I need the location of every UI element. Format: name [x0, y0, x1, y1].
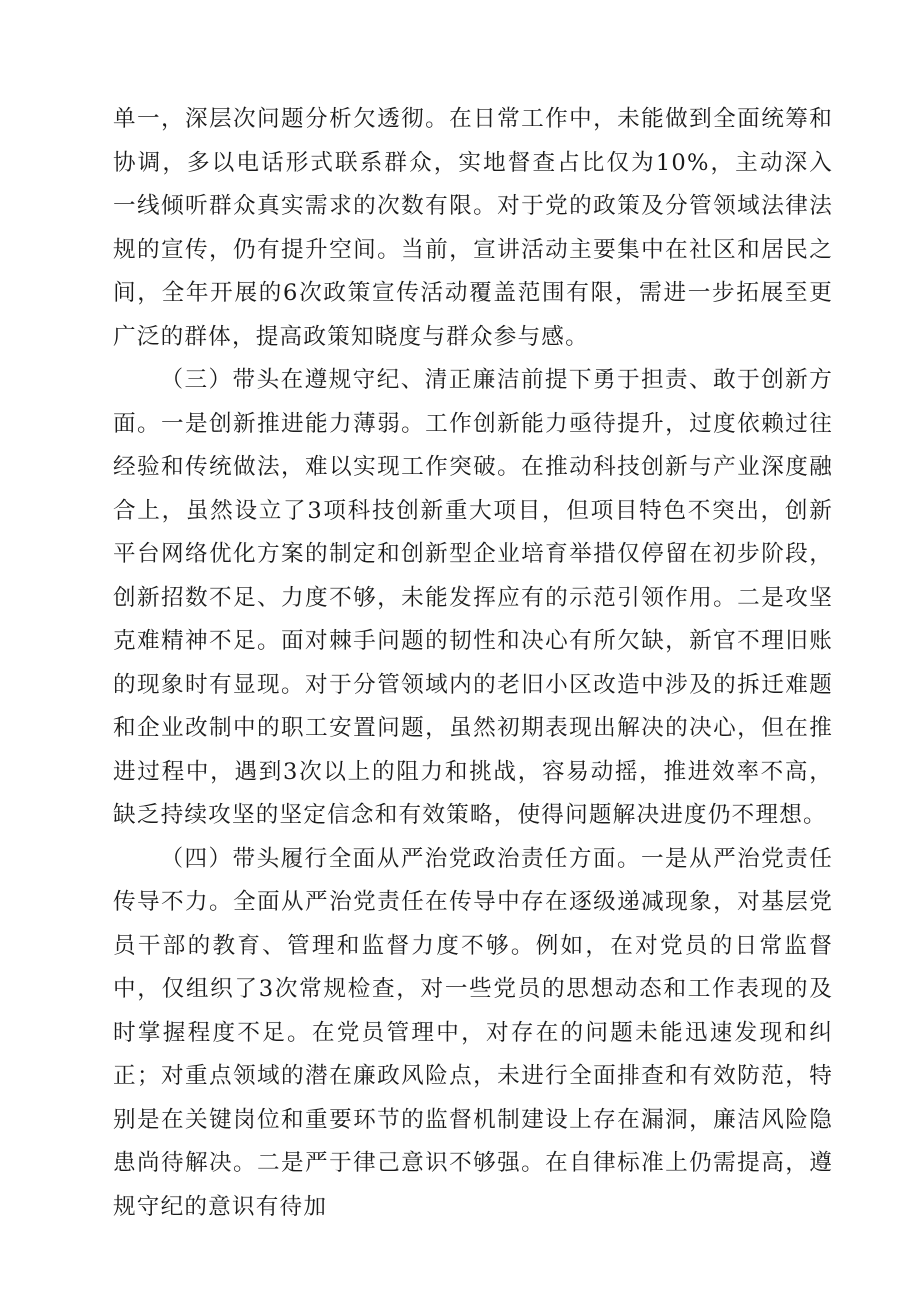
paragraph-section-three: （三）带头在遵规守纪、清正廉洁前提下勇于担责、敢于创新方面。一是创新推进能力薄弱。工作创新能力亟待提升，过度依赖过往经验和传统做法，难以实现工作突破。在推动科技创新与产业深度融合上，虽然设立了3项科技创新重大项目，但项目特色不突出，创新平台网络优化方案的制定和创新型企业培育举措仅停留在初步阶段，创新招数不足、力度不够，未能发挥应有的示范引领作用。二是攻坚克难精神不足。面对棘手问题的韧性和决心有所欠缺，新官不理旧账的现象时有显现。对于分管领域内的老旧小区改造中涉及的拆迁难题和企业改制中的职工安置问题，虽然初期表现出解决的决心，但在推进过程中，遇到3次以上的阻力和挑战，容易动摇，推进效率不高，缺乏持续攻坚的坚定信念和有效策略，使得问题解决进度仍不理想。: [113, 367, 833, 828]
paragraph-section-four: （四）带头履行全面从严治党政治责任方面。一是从严治党责任传导不力。全面从严治党责任在传导中存在逐级递减现象，对基层党员干部的教育、管理和监督力度不够。例如，在对党员的日常监督中，仅组织了3次常规检查，对一些党员的思想动态和工作表现的及时掌握程度不足。在党员管理中，对存在的问题未能迅速发现和纠正；对重点领域的潜在廉政风险点，未进行全面排查和有效防范，特别是在关键岗位和重要环节的监督机制建设上存在漏洞，廉洁风险隐患尚待解决。二是严于律己意识不够强。在自律标准上仍需提高，遵规守纪的意识有待加: [113, 845, 833, 1220]
document-body: [113, 98, 833, 1229]
paragraph-continuation: 单一，深层次问题分析欠透彻。在日常工作中，未能做到全面统筹和协调，多以电话形式联系群众，实地督查占比仅为10%，主动深入一线倾听群众真实需求的次数有限。对于党的政策及分管领域法律法规的宣传，仍有提升空间。当前，宣讲活动主要集中在社区和居民之间，全年开展的6次政策宣传活动覆盖范围有限，需进一步拓展至更广泛的群体，提高政策知晓度与群众参与感。: [113, 106, 833, 350]
